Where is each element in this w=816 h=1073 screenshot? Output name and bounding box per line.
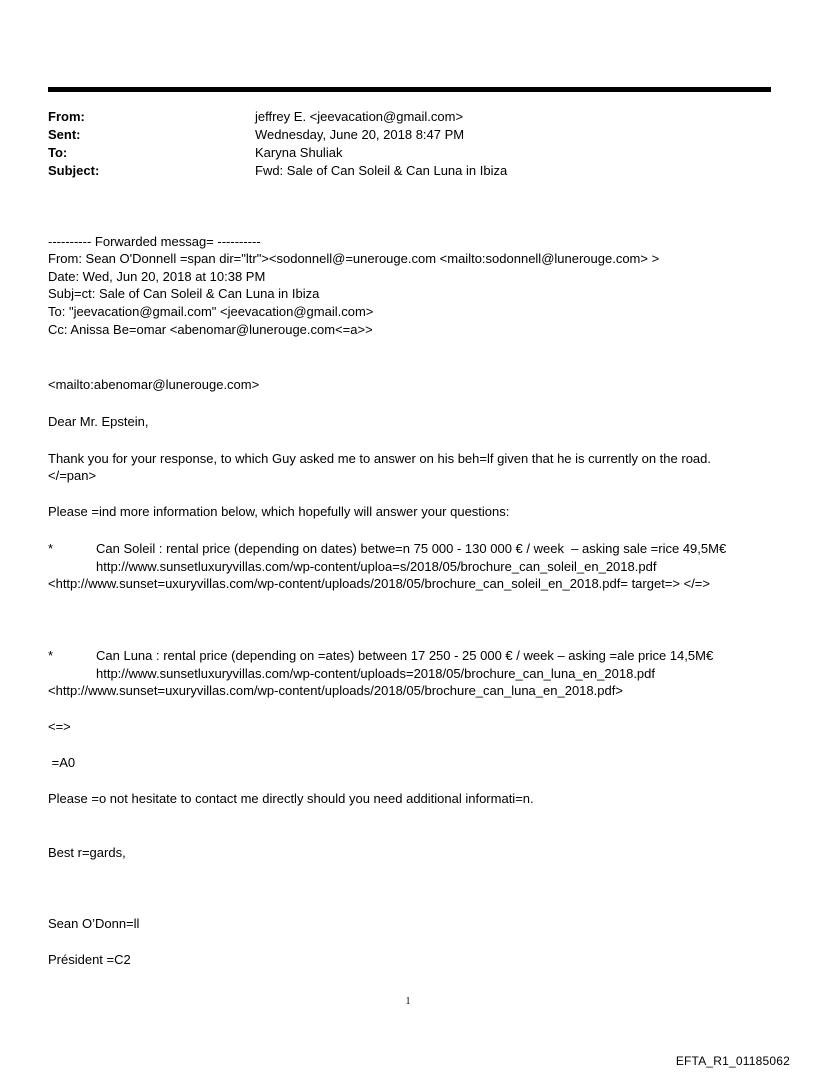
to-value: Karyna Shuliak bbox=[255, 145, 343, 160]
forwarded-from: From: Sean O'Donnell =span dir="ltr"><sodonnell@=unerouge.com <mailto:sodonnell@lunerouge.com> > bbox=[48, 251, 660, 266]
subject-value: Fwd: Sale of Can Soleil & Can Luna in Ibiza bbox=[255, 163, 508, 178]
header-rule bbox=[48, 87, 771, 92]
bullet-marker: * bbox=[48, 648, 54, 663]
to-label: To: bbox=[48, 145, 68, 160]
document-id: EFTA_R1_01185062 bbox=[675, 1054, 790, 1068]
page-number: 1 bbox=[405, 996, 411, 1007]
to-row bbox=[48, 144, 771, 162]
closing-paragraph: Please =o not hesitate to contact me directly should you need additional informati=n. bbox=[48, 791, 534, 806]
list-item-can-soleil bbox=[48, 540, 808, 592]
tag-line: <=> bbox=[48, 719, 71, 734]
from-label: From: bbox=[48, 109, 85, 124]
from-row bbox=[48, 108, 771, 126]
forwarded-date: Date: Wed, Jun 20, 2018 at 10:38 PM bbox=[48, 269, 266, 284]
luna-price-line: Can Luna : rental price (depending on =ates) between 17 250 - 25 000 € / week – asking =ale price 14,5M€ bbox=[96, 648, 714, 663]
soleil-brochure-link-raw: <http://www.sunset=uxuryvillas.com/wp-content/uploads/2018/05/brochure_can_soleil_en_2018.pdf= target=> </=> bbox=[48, 576, 710, 591]
sent-row bbox=[48, 126, 771, 144]
forwarded-subject: Subj=ct: Sale of Can Soleil & Can Luna in Ibiza bbox=[48, 286, 320, 301]
from-value: jeffrey E. <jeevacation@gmail.com> bbox=[255, 109, 464, 124]
paragraph-response: Thank you for your response, to which Guy asked me to answer on his beh=lf given that he is currently on the road.</=pan> bbox=[48, 451, 711, 483]
forwarded-divider: ---------- Forwarded messag= ---------- bbox=[48, 234, 261, 249]
a0-line: =A0 bbox=[48, 755, 76, 770]
forwarded-cc: Cc: Anissa Be=omar <abenomar@lunerouge.com<=a>> bbox=[48, 322, 373, 337]
forwarded-to: To: "jeevacation@gmail.com" <jeevacation@gmail.com> bbox=[48, 304, 374, 319]
subject-row bbox=[48, 162, 771, 180]
signature-name: Sean O’Donn=ll bbox=[48, 916, 140, 931]
signature-title: Président =C2 bbox=[48, 952, 131, 967]
paragraph-info: Please =ind more information below, which hopefully will answer your questions: bbox=[48, 504, 510, 519]
list-item-can-luna bbox=[48, 647, 808, 699]
luna-brochure-link-raw: <http://www.sunset=uxuryvillas.com/wp-content/uploads/2018/05/brochure_can_luna_en_2018.pdf> bbox=[48, 683, 623, 698]
sent-label: Sent: bbox=[48, 127, 81, 142]
email-header bbox=[48, 108, 771, 180]
luna-brochure-link: http://www.sunsetluxuryvillas.com/wp-content/uploads=2018/05/brochure_can_luna_en_2018.pdf bbox=[96, 666, 655, 681]
subject-label: Subject: bbox=[48, 163, 100, 178]
greeting: Dear Mr. Epstein, bbox=[48, 414, 149, 429]
soleil-brochure-link: http://www.sunsetluxuryvillas.com/wp-content/uploa=s/2018/05/brochure_can_soleil_en_2018.pdf bbox=[96, 559, 657, 574]
regards-line: Best r=gards, bbox=[48, 845, 126, 860]
soleil-price-line: Can Soleil : rental price (depending on dates) betwe=n 75 000 - 130 000 € / week – asking sale =rice 49,5M€ bbox=[96, 541, 727, 556]
bullet-marker: * bbox=[48, 541, 54, 556]
mailto-line: <mailto:abenomar@lunerouge.com> bbox=[48, 377, 260, 392]
sent-value: Wednesday, June 20, 2018 8:47 PM bbox=[255, 127, 465, 142]
